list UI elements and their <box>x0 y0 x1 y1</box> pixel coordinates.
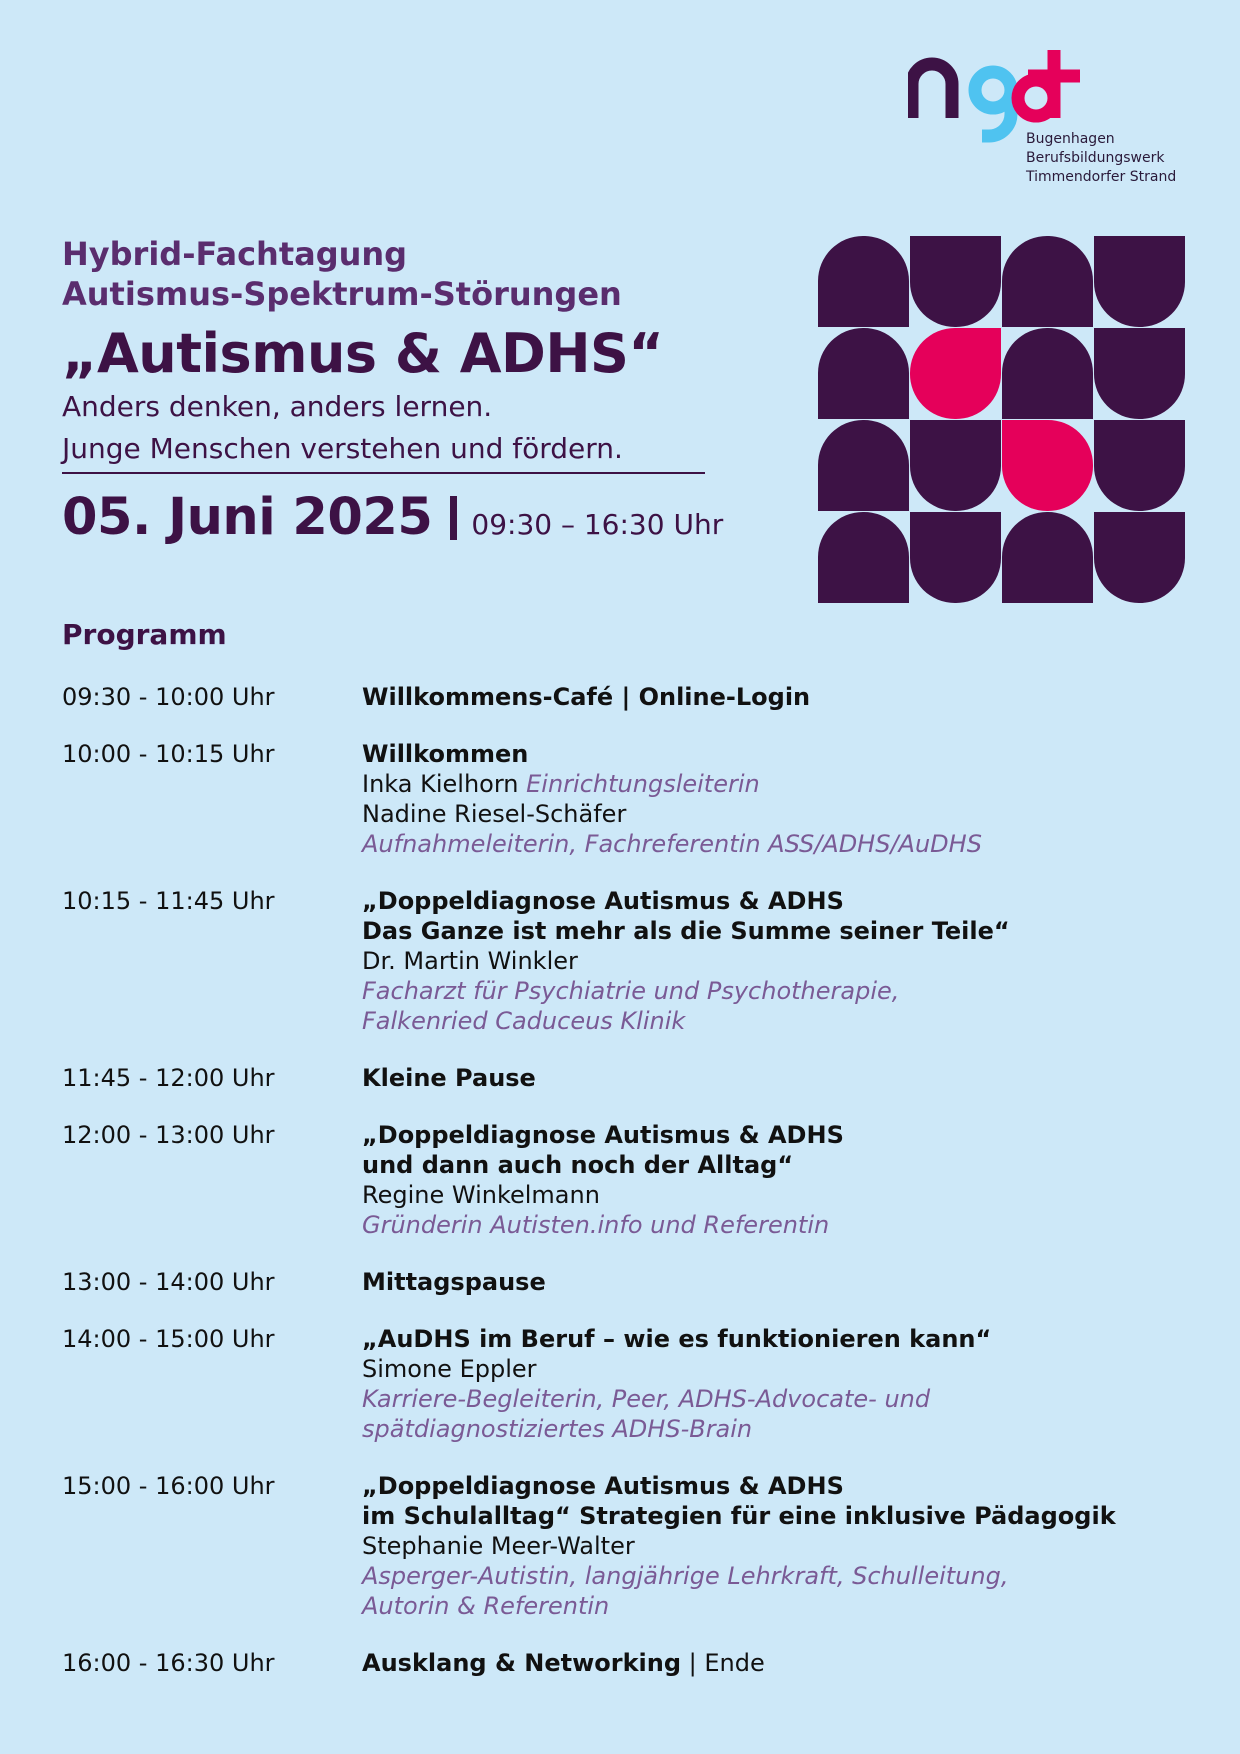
agenda-item <box>62 1120 1212 1240</box>
agenda-content <box>362 1648 1212 1678</box>
speaker-role: Gründerin Autisten.info und Referentin <box>362 1211 830 1239</box>
speaker-name: Inka Kielhorn <box>362 770 519 798</box>
subtitle-line: Junge Menschen verstehen und fördern. <box>62 432 623 465</box>
event-type: Hybrid-Fachtagung <box>62 235 408 273</box>
pattern-cell <box>1094 328 1185 419</box>
agenda-content <box>362 1063 1212 1093</box>
event-topic: Autismus-Spektrum-Störungen <box>62 275 622 313</box>
pattern-cell <box>1002 512 1093 603</box>
speaker-role: Einrichtungsleiterin <box>526 770 760 798</box>
pattern-cell <box>1002 420 1093 511</box>
agenda-content <box>362 1471 1212 1621</box>
agenda-time: 16:00 - 16:30 Uhr <box>62 1649 275 1677</box>
logo-text <box>1026 130 1176 187</box>
agenda-content <box>362 1120 1212 1240</box>
agenda-content <box>362 886 1212 1036</box>
logo-line: Berufsbildungswerk <box>1026 150 1165 166</box>
agenda-content <box>362 682 1212 712</box>
pattern-cell <box>818 328 909 419</box>
agenda-time: 10:00 - 10:15 Uhr <box>62 740 275 768</box>
program-heading: Programm <box>62 618 227 651</box>
agenda-item <box>62 1267 1212 1297</box>
agenda-title-line <box>362 1648 1212 1678</box>
agenda-item <box>62 682 1212 712</box>
speaker-role: Facharzt für Psychiatrie und Psychotherapie, <box>362 977 900 1005</box>
logo-line: Timmendorfer Strand <box>1026 169 1177 185</box>
agenda-time: 14:00 - 15:00 Uhr <box>62 1325 275 1353</box>
agenda-time: 12:00 - 13:00 Uhr <box>62 1121 275 1149</box>
agenda-time: 10:15 - 11:45 Uhr <box>62 887 275 915</box>
agenda-title: und dann auch noch der Alltag“ <box>362 1151 794 1179</box>
agenda-time: 15:00 - 16:00 Uhr <box>62 1472 275 1500</box>
agenda-title: Mittagspause <box>362 1268 546 1296</box>
speaker-name: Simone Eppler <box>362 1355 537 1383</box>
agenda-content <box>362 1267 1212 1297</box>
agenda-item <box>62 1648 1212 1678</box>
pattern-cell <box>1002 236 1093 327</box>
speaker-role: Aufnahmeleiterin, Fachreferentin ASS/ADHS/AuDHS <box>362 830 982 858</box>
agenda-title: „Doppeldiagnose Autismus & ADHS <box>362 1472 844 1500</box>
speaker-role: Falkenried Caduceus Klinik <box>362 1007 686 1035</box>
event-time: 09:30 – 16:30 Uhr <box>471 508 724 541</box>
date-row <box>62 488 782 548</box>
agenda-time: 09:30 - 10:00 Uhr <box>62 683 275 711</box>
speaker-name: Dr. Martin Winkler <box>362 947 578 975</box>
agenda-title-suffix: | Ende <box>681 1649 765 1677</box>
speaker-role: Autorin & Referentin <box>362 1592 610 1620</box>
pattern-cell <box>910 328 1001 419</box>
pattern-cell <box>1094 236 1185 327</box>
event-title: „Autismus & ADHS“ <box>62 322 664 385</box>
pattern-cell <box>910 512 1001 603</box>
agenda-item <box>62 886 1212 1036</box>
logo-line: Bugenhagen <box>1026 131 1115 147</box>
agenda-time: 13:00 - 14:00 Uhr <box>62 1268 275 1296</box>
speaker-name: Regine Winkelmann <box>362 1181 600 1209</box>
agenda-time: 11:45 - 12:00 Uhr <box>62 1064 275 1092</box>
agenda-title: „Doppeldiagnose Autismus & ADHS <box>362 887 844 915</box>
ngd-logo <box>908 46 1198 196</box>
speaker-name: Nadine Riesel-Schäfer <box>362 800 627 828</box>
agenda-item <box>62 1063 1212 1093</box>
agenda-title: Willkommens-Café | Online-Login <box>362 683 811 711</box>
agenda-title: Willkommen <box>362 740 529 768</box>
agenda-title: „AuDHS im Beruf – wie es funktionieren kann“ <box>362 1325 992 1353</box>
pattern-cell <box>910 236 1001 327</box>
divider <box>62 472 705 474</box>
separator-bar <box>450 496 457 540</box>
pattern-cell <box>910 420 1001 511</box>
pattern-cell <box>1094 420 1185 511</box>
agenda-item <box>62 1471 1212 1621</box>
agenda <box>62 682 1212 1705</box>
pattern-cell <box>818 512 909 603</box>
speaker-name: Stephanie Meer-Walter <box>362 1532 635 1560</box>
agenda-item <box>62 739 1212 859</box>
pattern-cell <box>818 236 909 327</box>
pattern-cell <box>1094 512 1185 603</box>
speaker-role: Asperger-Autistin, langjährige Lehrkraft, Schulleitung, <box>362 1562 1009 1590</box>
agenda-title: Das Ganze ist mehr als die Summe seiner Teile“ <box>362 917 1010 945</box>
agenda-title: im Schulalltag“ Strategien für eine inklusive Pädagogik <box>362 1502 1116 1530</box>
agenda-content <box>362 739 1212 859</box>
pattern-cell <box>818 420 909 511</box>
speaker-line <box>362 769 1212 799</box>
agenda-content <box>362 1324 1212 1444</box>
agenda-title: „Doppeldiagnose Autismus & ADHS <box>362 1121 844 1149</box>
event-date: 05. Juni 2025 <box>62 488 433 547</box>
decorative-pattern <box>818 236 1192 604</box>
speaker-role: spätdiagnostiziertes ADHS-Brain <box>362 1415 753 1443</box>
speaker-role: Karriere-Begleiterin, Peer, ADHS-Advocate- und <box>362 1385 931 1413</box>
agenda-title: Kleine Pause <box>362 1064 536 1092</box>
subtitle-line: Anders denken, anders lernen. <box>62 390 493 423</box>
agenda-item <box>62 1324 1212 1444</box>
agenda-title: Ausklang & Networking <box>362 1649 682 1677</box>
header <box>62 234 782 548</box>
pattern-cell <box>1002 328 1093 419</box>
